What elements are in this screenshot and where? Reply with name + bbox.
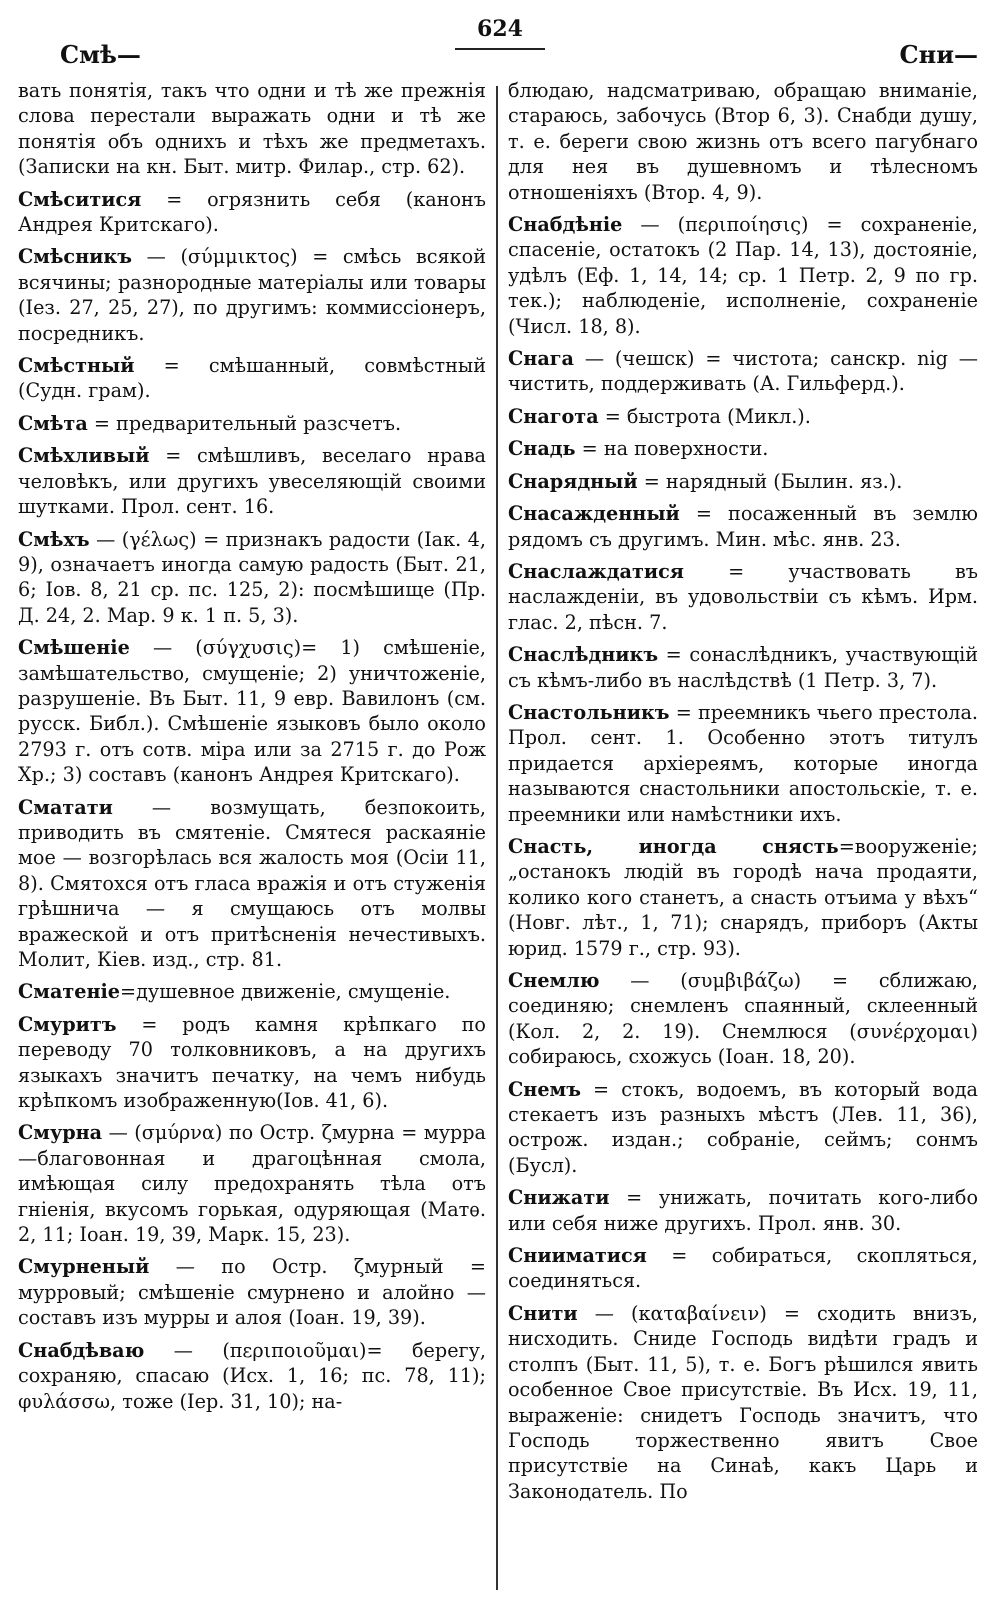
entry-definition: — (σύγχυσις)= 1) смѣшеніе, замѣшательство, смущеніе; 2) уничтоженіе, разрушеніе. Въ Быт. 11, 9 евр. Вавилонъ (см. русск. Библ.). Смѣшеніе языковъ было около 2793 г. отъ сотв. міра или за 2715 г. до Рож Хр.; 3) составъ (канонъ Андрея Критскаго). xyxy=(18,636,486,787)
dictionary-entry xyxy=(508,469,978,494)
entry-headword: Снасажденный xyxy=(508,502,680,526)
entry-definition: = стокъ, водоемъ, въ который вода стекаетъ изъ разныхъ мѣстъ (Лев. 11, 36), острож. издан.; собраніе, сеймъ; сонмъ (Бусл). xyxy=(508,1077,978,1177)
dictionary-entry xyxy=(508,1077,978,1179)
entry-definition: = преемникъ чьего престола. Прол. сент. 1. Особенно этотъ титулъ придается архіереямъ, которые иногда называются снастольники апостольскіе, т. е. преемники или намѣстники ихъ. xyxy=(508,700,978,826)
entry-definition: = нарядный (Былин. яз.). xyxy=(637,469,903,493)
entry-definition: =душевное движеніе, смущеніе. xyxy=(120,980,451,1004)
entry-headword: Смуритъ xyxy=(18,1012,117,1036)
entry-definition: — возмущать, безпокоить, приводить въ смятеніе. Смятеся раскаяніе мое — возгорѣлась вся жалость моя (Осіи 11, 8). Смятохся отъ гласа вражія и отъ стуженія грѣшнича — я смущаюсь отъ молвы вражеской и отъ притѣсненія нечестивыхъ. Молит, Кіев. изд., стр. 81. xyxy=(18,795,486,971)
right-column xyxy=(508,78,978,1592)
entry-headword: Снабдѣніе xyxy=(508,213,623,237)
entry-headword: Снижати xyxy=(508,1186,610,1210)
page-number: 624 xyxy=(477,16,523,42)
dictionary-entry xyxy=(18,1254,486,1330)
entry-definition: = быстрота (Микл.). xyxy=(598,404,811,428)
dictionary-entry xyxy=(18,411,486,436)
entry-headword: Смѣшеніе xyxy=(18,636,130,660)
entry-headword: Смѣсникъ xyxy=(18,245,132,269)
dictionary-entry xyxy=(508,700,978,827)
entry-definition: — (καταβαίνειν) = сходить внизъ, нисходить. Сниде Господь видѣти градъ и столпъ (Быт. 11, 5), т. е. Богъ рѣшился явить особенное Свое присутствіе. Въ Исх. 19, 11, выраженіе: снидетъ Господь значитъ, что Господь торжественно явитъ Свое присутствіе на Синаѣ, какъ Царь и Законодатель. По xyxy=(508,1301,978,1503)
dictionary-entry xyxy=(18,1120,486,1247)
page-header xyxy=(0,0,1000,70)
dictionary-entry xyxy=(508,642,978,693)
entry-definition: = предварительный разсчетъ. xyxy=(87,411,402,435)
entry-definition: вать понятія, такъ что одни и тѣ же прежнія слова перестали выражать одни и тѣ же понятія объ однихъ и тѣхъ же предметахъ. (Записки на кн. Быт. митр. Филар., стр. 62). xyxy=(18,79,486,179)
dictionary-entry xyxy=(18,353,486,404)
entry-headword: Снагота xyxy=(508,404,599,428)
entry-definition: — (γέλως) = признакъ радости (Iак. 4, 9), означаетъ иногда самую радость (Быт. 21, 6; Iов. 8, 21 ср. пс. 125, 2): посмѣшище (Пр. Д. 24, 2. Мар. 9 к. 1 п. 5, 3). xyxy=(18,527,486,627)
entry-headword: Снаслаждатися xyxy=(508,559,684,583)
column-divider xyxy=(496,86,498,1590)
entry-definition: = смѣшливъ, веселаго нрава человѣкъ, или другихъ увеселяющій своими шутками. Прол. сент. 16. xyxy=(18,444,486,519)
dictionary-entry xyxy=(508,436,978,461)
dictionary-entry xyxy=(508,1243,978,1294)
entry-headword: Снарядный xyxy=(508,469,638,493)
page-number-rule xyxy=(455,48,545,50)
entry-headword: Снастольникъ xyxy=(508,700,670,724)
entry-definition: — по Остр. ζмурный = мурровый; смѣшеніе смурнено и алойно — составъ изъ мурры и алоя (Iоан. 19, 39). xyxy=(18,1255,486,1330)
right-guide-word: Сни— xyxy=(899,40,978,69)
dictionary-entry xyxy=(508,559,978,635)
entry-definition: = смѣшанный, совмѣстный (Судн. грам). xyxy=(18,354,486,403)
dictionary-entry xyxy=(508,1185,978,1236)
entry-headword: Снемъ xyxy=(508,1077,581,1101)
dictionary-entry xyxy=(18,78,486,180)
entry-definition: блюдаю, надсматриваю, обращаю вниманіе, стараюсь, забочусь (Втор 6, 3). Снабди душу, т. е. береги свою жизнь отъ всего пагубнаго для нея въ душевномъ и тѣлесномъ отношеніяхъ (Втор. 4, 9). xyxy=(508,79,978,204)
dictionary-entry xyxy=(18,527,486,629)
dictionary-entry xyxy=(18,244,486,346)
entry-headword: Смѣхливый xyxy=(18,444,150,468)
dictionary-entry xyxy=(508,1301,978,1504)
entry-headword: Снииматися xyxy=(508,1244,647,1268)
entry-headword: Снага xyxy=(508,347,574,371)
dictionary-entry xyxy=(508,501,978,552)
entry-definition: = огрязнить себя (канонъ Андрея Критскаго). xyxy=(18,187,486,237)
entry-definition: = унижать, почитать кого-либо или себя ниже другихъ. Прол. янв. 30. xyxy=(508,1186,978,1235)
dictionary-entry xyxy=(18,1338,486,1414)
entry-headword: Смѣситися xyxy=(18,187,142,211)
dictionary-entry xyxy=(18,635,486,787)
dictionary-entry xyxy=(508,346,978,397)
entry-headword: Снадь xyxy=(508,437,576,461)
entry-definition: — (συμβιβάζω) = сближаю, соединяю; снемленъ спаянный, склеенный (Кол. 2, 2. 19). Снемлюся (συνέρχομαι) собираюсь, схожусь (Iоан. 18, 20). xyxy=(508,969,978,1069)
entry-definition: — (чешск) = чистота; санскр. nig — чистить, поддерживать (А. Гильферд.). xyxy=(508,347,978,396)
dictionary-entry xyxy=(18,443,486,519)
dictionary-entry xyxy=(508,78,978,205)
entry-definition: =вооруженіе; „останокъ людій въ городѣ нача продаяти, колико кого станетъ, а снасть отъима у вѣхъ“ (Новг. лѣт., 1, 71); снарядъ, приборъ (Акты юрид. 1579 г., стр. 93). xyxy=(508,834,978,960)
entry-definition: — (σύμμικτος) = смѣсь всякой всячины; разнородные матеріалы или товары (Iез. 27, 25, 27), по другимъ: коммиссіонеръ, посредникъ. xyxy=(18,245,486,345)
entry-definition: = посаженный въ землю рядомъ съ другимъ. Мин. мѣс. янв. 23. xyxy=(508,502,978,551)
dictionary-entry xyxy=(508,212,978,339)
dictionary-entry xyxy=(508,404,978,429)
left-guide-word: Смѣ— xyxy=(60,40,141,69)
entry-headword: Снасть, иногда снясть xyxy=(508,834,839,858)
entry-headword: Снабдѣваю xyxy=(18,1338,145,1362)
entry-headword: Смурненый xyxy=(18,1255,150,1279)
entry-headword: Снемлю xyxy=(508,969,600,992)
entry-headword: Сматеніе xyxy=(18,980,121,1004)
dictionary-entry xyxy=(18,795,486,973)
entry-headword: Сматати xyxy=(18,795,113,819)
dictionary-entry xyxy=(18,187,486,238)
dictionary-entry xyxy=(18,1012,486,1114)
entry-headword: Смѣта xyxy=(18,411,88,435)
entry-definition: = на поверхности. xyxy=(575,437,769,461)
entry-definition: = собираться, скопляться, соединяться. xyxy=(508,1244,978,1293)
entry-headword: Смѣхъ xyxy=(18,527,90,551)
entry-definition: = родъ камня крѣпкаго по переводу 70 толковниковъ, а на другихъ языкахъ значитъ печатку, на чемъ нибудь крѣпкомъ изображенную(Iов. 41, 6). xyxy=(18,1012,486,1113)
dictionary-entry xyxy=(508,968,978,1070)
entry-definition: = сонаслѣдникъ, участвующій съ кѣмъ-либо въ наслѣдствѣ (1 Петр. 3, 7). xyxy=(508,643,978,692)
entry-definition: — (περιποιοῦμαι)= берегу, сохраняю, спасаю (Исх. 1, 16; пс. 78, 11); φυλάσσω, тоже (Iер. 31, 10); на- xyxy=(18,1338,486,1413)
dictionary-entry xyxy=(508,834,978,961)
entry-headword: Смѣстный xyxy=(18,354,135,378)
entry-definition: = участвовать въ наслажденіи, въ удовольствіи съ кѣмъ. Ирм. глас. 2, пѣсн. 7. xyxy=(508,559,978,634)
dictionary-entry xyxy=(18,979,486,1004)
entry-definition: — (σμύρνα) по Остр. ζмурна = мурра—благовонная и драгоцѣнная смола, имѣющая силу предохранять тѣла отъ гніенія, вкусомъ горькая, одуряющая (Матѳ. 2, 11; Iоан. 19, 39, Марк. 15, 23). xyxy=(18,1121,486,1247)
left-column xyxy=(18,78,486,1592)
entry-definition: — (περιποίησις) = сохраненіе, спасеніе, остатокъ (2 Пар. 14, 13), достояніе, удѣлъ (Еф. 1, 14, 14; ср. 1 Петр. 2, 9 по гр. тек.); наблюденіе, исполненіе, сохраненіе (Числ. 18, 8). xyxy=(508,213,978,338)
entry-headword: Снаслѣдникъ xyxy=(508,643,659,667)
entry-headword: Снити xyxy=(508,1301,578,1325)
entry-headword: Смурна xyxy=(18,1121,103,1145)
